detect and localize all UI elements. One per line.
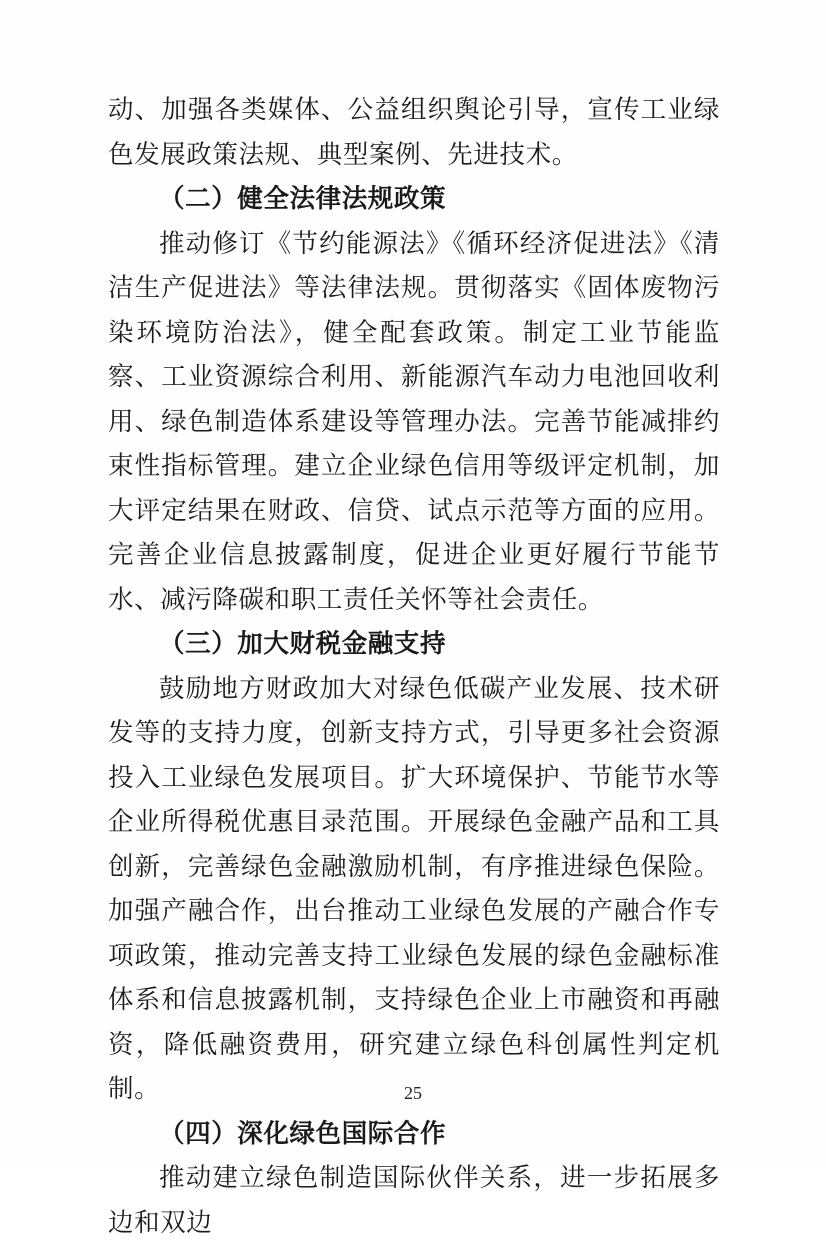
section-heading-four: （四）深化绿色国际合作	[159, 1118, 447, 1148]
paragraph-legal-policy: 推动修订《节约能源法》《循环经济促进法》《清洁生产促进法》等法律法规。贯彻落实《固体废物污染环境防治法》，健全配套政策。制定工业节能监察、工业资源综合利用、新能源汽车动力电池回收利用、绿色制造体系建设等管理办法。完善节能减排约束性指标管理。建立企业绿色信用等级评定机制，加大评定结果在财政、信贷、试点示范等方面的应用。完善企业信息披露制度，促进企业更好履行节能节水、减污降碳和职工责任关怀等社会责任。	[108, 228, 720, 614]
page-number: 25	[404, 1083, 422, 1103]
paragraph-fiscal-support: 鼓励地方财政加大对绿色低碳产业发展、技术研发等的支持力度，创新支持方式，引导更多社会资源投入工业绿色发展项目。扩大环境保护、节能节水等企业所得税优惠目录范围。开展绿色金融产品和工具创新，完善绿色金融激励机制，有序推进绿色保险。加强产融合作，出台推动工业绿色发展的产融合作专项政策，推动完善支持工业绿色发展的绿色金融标准体系和信息披露机制，支持绿色企业上市融资和再融资，降低融资费用，研究建立绿色科创属性判定机制。	[108, 673, 720, 1103]
section-heading-two: （二）健全法律法规政策	[159, 184, 447, 213]
paragraph-continued: 动、加强各类媒体、公益组织舆论引导，宣传工业绿色发展政策法规、典型案例、先进技术。	[108, 95, 720, 169]
section-heading-three: （三）加大财税金融支持	[159, 629, 447, 658]
page-content	[108, 88, 720, 1245]
paragraph-international-cooperation: 推动建立绿色制造国际伙伴关系，进一步拓展多边和双边	[108, 1163, 720, 1237]
